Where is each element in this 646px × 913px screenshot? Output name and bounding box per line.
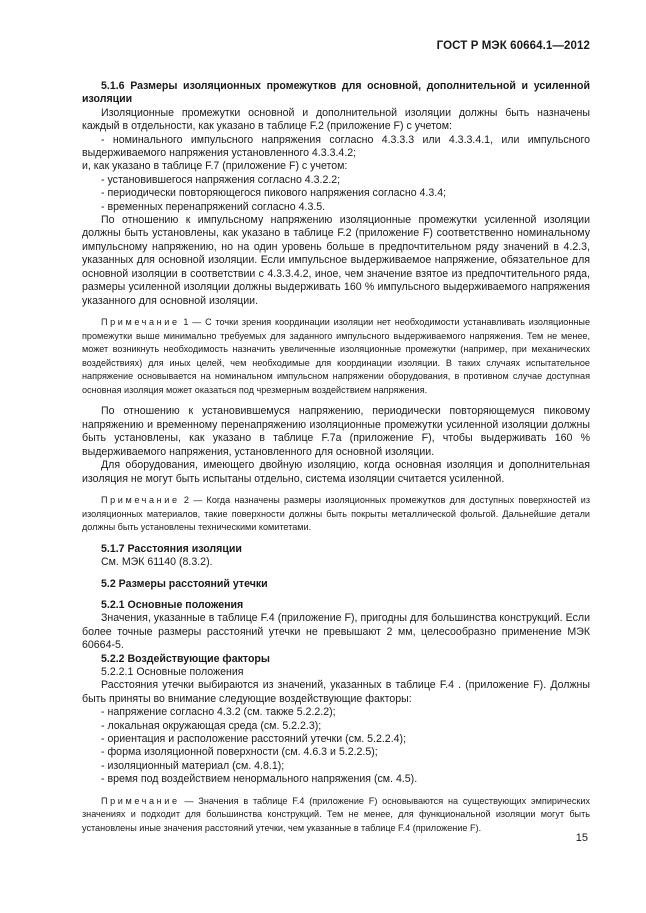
list-item: - время под воздействием ненормального напряжения (см. 4.5). bbox=[101, 773, 418, 786]
section-heading-5-1-7: 5.1.7 Расстояния изоляции bbox=[101, 542, 242, 555]
note-label: Примечание bbox=[101, 316, 180, 327]
list-item: - установившегося напряжения согласно 4.3.2.2; bbox=[101, 173, 341, 186]
list-item: - временных перенапряжений согласно 4.3.5. bbox=[101, 200, 326, 213]
paragraph: По отношению к установившемуся напряжению, периодически повторяющемуся пиковому напряжению и временному перенапряжению изоляционные промежутки усиленной изоляции должны быть установлены, как указано в таблице F.7а (приложение F), чтобы выдерживать 160 % выдерживаемого напряжения, установленного для основной изоляции. bbox=[82, 405, 590, 458]
note-text: 2 — Когда назначены размеры изоляционных промежутков для доступных поверхностей из изоляционных материалов, такие поверхности должны быть покрыты металлической фольгой. Дальнейшие детали должны быть установлены техническими комитетами. bbox=[82, 494, 591, 533]
section-heading-5-2: 5.2 Размеры расстояний утечки bbox=[101, 577, 268, 590]
section-heading-5-1-6: 5.1.6 Размеры изоляционных промежутков для основной, дополнительной и усиленной изоляции bbox=[82, 80, 590, 106]
note-3 bbox=[82, 795, 590, 836]
section-heading-5-2-1: 5.2.1 Основные положения bbox=[101, 598, 244, 611]
paragraph: Расстояния утечки выбираются из значений, указанных в таблице F.4 . (приложение F). Должны быть приняты во внимание следующие воздействующие факторы: bbox=[82, 679, 590, 705]
document-header: ГОСТ Р МЭК 60664.1—2012 bbox=[436, 40, 590, 52]
paragraph: и, как указано в таблице F.7 (приложение F) с учетом: bbox=[82, 160, 348, 173]
note-text: — Значения в таблице F.4 (приложение F) основываются на существующих эмпирических значениях и подходит для большинства конструкций. Тем не менее, для функциональной изоляции могут быть установлены иные значения расстояний утечки, чем указанные в таблице F.4 (приложение F). bbox=[82, 795, 590, 833]
page-number: 15 bbox=[575, 832, 588, 844]
list-item: - номинального импульсного напряжения согласно 4.3.3.3 или 4.3.3.4.1, или импульсного выдерживаемого напряжения установленного 4.3.3.4.2; bbox=[82, 133, 590, 160]
list-item: - ориентация и расположение расстояний утечки (см. 5.2.2.4); bbox=[101, 732, 407, 745]
paragraph: Для оборудования, имеющего двойную изоляцию, когда основная изоляция и дополнительная изоляция не могут быть испытаны отдельно, система изоляции считается усиленной. bbox=[82, 459, 590, 485]
list-item: - периодически повторяющегося пикового напряжения согласно 4.3.4; bbox=[101, 187, 447, 200]
note-1 bbox=[82, 316, 590, 398]
paragraph: Изоляционные промежутки основной и дополнительной изоляции должны быть назначены каждый в отдельности, как указано в таблице F.2 (приложение F) с учетом: bbox=[82, 106, 590, 133]
subsection-heading-5-2-2-1: 5.2.2.1 Основные положения bbox=[101, 665, 244, 678]
list-item: - форма изоляционной поверхности (см. 4.6.3 и 5.2.2.5); bbox=[101, 746, 378, 759]
list-item: - локальная окружающая среда (см. 5.2.2.3); bbox=[101, 719, 322, 732]
paragraph: По отношению к импульсному напряжению изоляционные промежутки усиленной изоляции должны быть установлены, как указано в таблице F.2 (приложение F) соответственно номинальному импульсному напряжению, но на один уровень больше в предпочтительном ряду значений в 4.2.3, указанных для основной изоляции. Если импульсное выдерживаемое напряжение, обязательное для основной изоляции в соответствии с 4.3.3.4.2, иное, чем значение взятое из предпочтительного ряда, размеры усиленной изоляции должны выдерживать 160 % импульсного выдерживаемого напряжения указанного для основной изоляции. bbox=[82, 214, 590, 307]
note-label: Примечание bbox=[101, 494, 180, 505]
list-item: - напряжение согласно 4.3.2 (см. также 5.2.2.2); bbox=[101, 706, 336, 719]
note-label: Примечание bbox=[101, 795, 180, 806]
section-heading-5-2-2: 5.2.2 Воздействующие факторы bbox=[101, 652, 270, 665]
list-item: - изоляционный материал (см. 4.8.1); bbox=[101, 759, 285, 772]
page-content bbox=[82, 80, 590, 835]
note-2 bbox=[82, 494, 590, 535]
note-text: 1 — С точки зрения координации изоляции нет необходимости устанавливать изоляционные промежутки выше минимально требуемых для заданного импульсного выдерживаемого напряжения. Тем не менее, может возникнуть необходимость назначить увеличенные изоляционные промежутки (например, при механических воздействиях) для иных целей, чем необходимые для координации изоляции. В таких случаях испытательное напряжение основывается на номинальном импульсном напряжении оборудования, в противном случае доступная основная изоляция может оказаться под чрезмерным воздействием напряжения. bbox=[82, 316, 590, 395]
paragraph: Значения, указанные в таблице F.4 (приложение F), пригодны для большинства конструкций. Если более точные размеры расстояний утечки не превышают 2 мм, целесообразно применение МЭК 60664-5. bbox=[82, 612, 590, 652]
paragraph: См. МЭК 61140 (8.3.2). bbox=[101, 556, 213, 569]
